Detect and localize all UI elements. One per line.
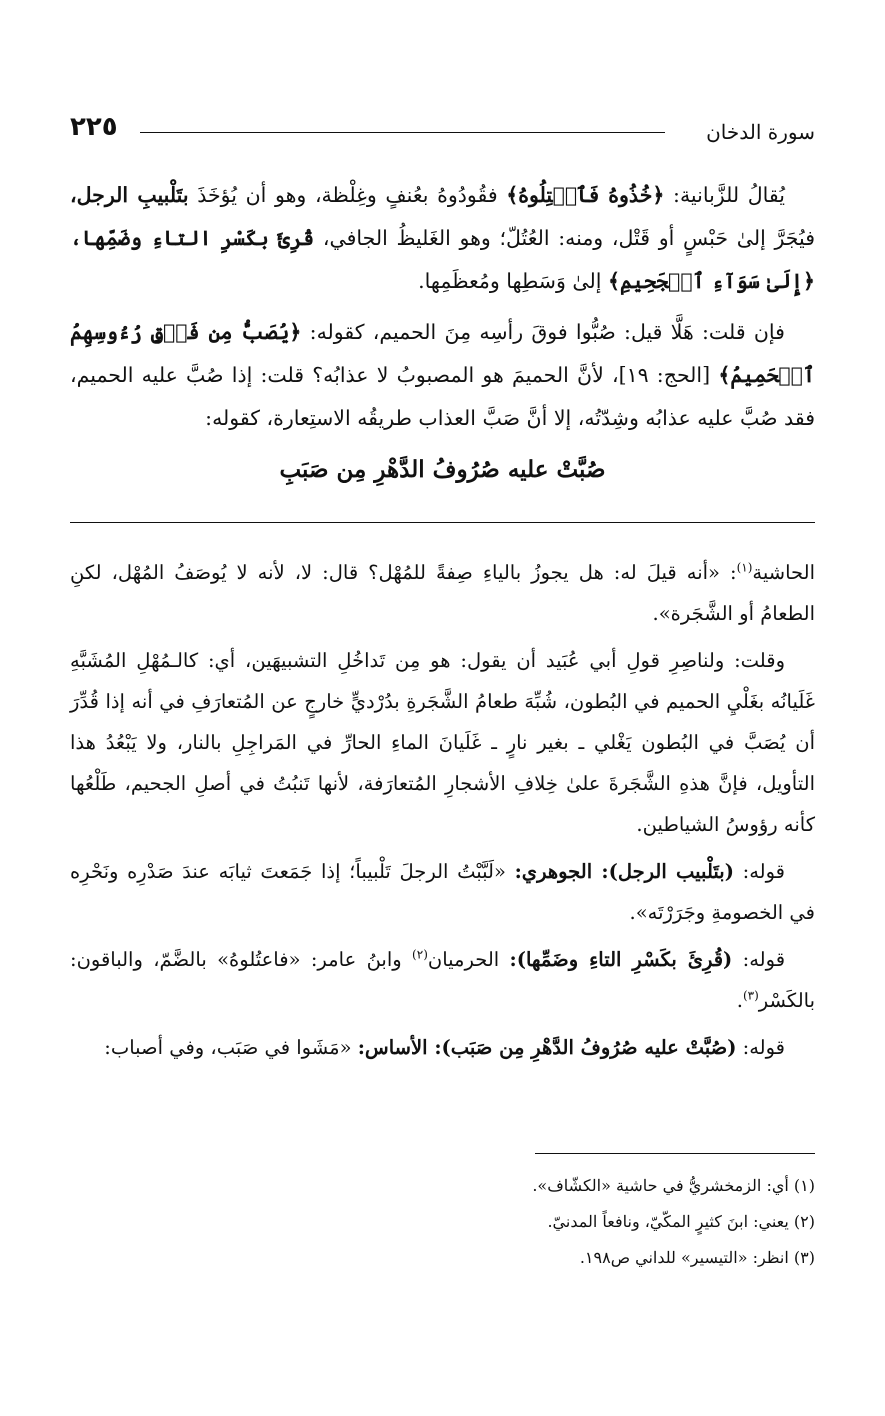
text-run: الحرميان <box>427 948 510 971</box>
section-divider <box>70 522 815 523</box>
commentary-paragraph-3 <box>70 851 815 933</box>
text-run: [الحج: ١٩]، لأنَّ الحميمَ هو المصبوبُ لا عذابُه؟ قلت: إذا صُبَّ عليه الحميم، فقد صُبَّ عليه عذابُه وشِدّتُه، إلا أنَّ صَبَّ العذاب طريقُه الاستِعارة، كقوله: <box>70 363 815 430</box>
main-text <box>70 174 815 499</box>
footnote-rule <box>535 1153 815 1154</box>
text-run: قوله: <box>732 948 786 971</box>
quran-quote: ﴿إِلَىٰ سَوَآءِ ٱلۡجَحِيمِ﴾ <box>607 269 815 293</box>
commentary-text <box>70 552 815 1074</box>
footnote-ref: (٣) <box>742 988 759 1003</box>
page-header <box>70 112 815 152</box>
bold-term: بتَلْبيبِ الرجل، <box>70 183 189 207</box>
poetry-verse: صُبَّتْ عليه صُرُوفُ الدَّهْرِ مِن صَبَبِ <box>279 456 606 483</box>
bold-term: (بتَلْبيب الرجل): الجوهري: <box>514 860 734 883</box>
text-run: «مَشَوا في صَبَب، وفي أصباب: <box>104 1036 358 1059</box>
surah-title: سورة الدخان <box>706 120 815 144</box>
text-run: إلىٰ وَسَطِها ومُعظَمِها. <box>418 269 608 293</box>
text-run: فإن قلت: هَلَّا قيل: صُبُّوا فوقَ رأسِه مِنَ الحميم، كقوله: <box>301 320 785 344</box>
commentary-paragraph-1 <box>70 552 815 634</box>
bold-term: (صُبَّتْ عليه صُرُوفُ الدَّهْرِ مِن صَبَب): الأساس: <box>357 1036 737 1059</box>
main-paragraph-1 <box>70 174 815 303</box>
text-run: قوله: <box>733 860 785 883</box>
page-number: ٢٢٥ <box>70 112 118 142</box>
text-run: قوله: <box>736 1036 785 1059</box>
text-run: يُقالُ للزَّبانية: <box>664 183 785 207</box>
commentary-paragraph-2: وقلت: ولناصِرِ قولِ أبي عُبَيد أن يقول: هو مِن تَداخُلِ التشبيهَين، أي: كالـمُهْلِ المُشَبَّهِ غَلَيانُه بغَلْيِ الحميم في البُطون، شُبِّهَ طعامُ الشَّجَرةِ بدُرْديٍّ خارجٍ عن المُتعارَفِ في أنه إذا قُدِّرَ أن يُصَبَّ في البُطون يَغْلي ـ بغير نارٍ ـ غَلَيانَ الماءِ الحارِّ في المَراجِلِ بالنار، ولا يَبْعُدُ هذا التأويل، فإنَّ هذهِ الشَّجَرةَ علىٰ خِلافِ الأشجارِ المُتعارَفة، لأنها تَنبُتُ في أصلِ الجحيم، طَلْعُها كأنه رؤوسُ الشياطين. <box>70 649 815 836</box>
text-run: : «أنه قيلَ له: هل يجوزُ بالياءِ صِفةً للمُهْل؟ قال: لا، لأنه لا يُوصَفُ المُهْل، لكنِ الطعامُ أو الشَّجَرة». <box>70 561 815 625</box>
footnote-ref: (١) <box>736 560 753 575</box>
text-run: وابنُ عامر: «فاعتُلوهُ» بالضَّمّ، والباقون: بالكَسْر <box>70 948 815 1012</box>
quran-quote: ﴿يُصَبُّ مِن فَوۡقِ رُءُوسِهِمُ ٱلۡحَمِيمُ﴾ <box>70 320 815 387</box>
commentary-paragraph-4 <box>70 939 815 1021</box>
footnote-3: (٣) انظر: «التيسير» للداني ص١٩٨. <box>579 1248 815 1267</box>
footnote-2: (٢) يعني: ابنَ كثيرٍ المكّيّ، ونافعاً المدنيّ. <box>547 1212 815 1231</box>
quran-quote: ﴿خُذُوهُ فَٱعۡتِلُوهُ﴾ <box>506 183 665 207</box>
text-run: . <box>736 989 743 1012</box>
bold-term: قُرِئَ بكَسْرِ التاءِ وضَمِّها، <box>70 226 315 250</box>
footnote-ref: (٢) <box>412 947 428 962</box>
commentary-paragraph-5 <box>70 1027 815 1068</box>
text-run: الحاشية <box>752 561 815 584</box>
footnotes <box>70 1168 815 1276</box>
bold-term: (قُرِئَ بكَسْرِ التاءِ وضَمِّها): <box>509 948 733 971</box>
header-rule <box>140 132 665 133</box>
text-run: «لَبَّبْتُ الرجلَ تَلْبيباً؛ إذا جَمَعتَ ثيابَه عندَ صَدْرِه ونَحْرِه في الخصومةِ وجَرَرْتَه». <box>70 860 815 924</box>
text-run: فيُجَرَّ إلىٰ حَبْسٍ أو قَتْل، ومنه: العُتُلّ؛ وهو الغَليظُ الجافي، <box>314 226 815 250</box>
footnote-1: (١) أي: الزمخشريُّ في حاشية «الكشّاف». <box>532 1176 815 1195</box>
text-run: فقُودُوهُ بعُنفٍ وغِلْظة، وهو أن يُؤخَذَ <box>188 183 507 207</box>
main-paragraph-2 <box>70 311 815 440</box>
